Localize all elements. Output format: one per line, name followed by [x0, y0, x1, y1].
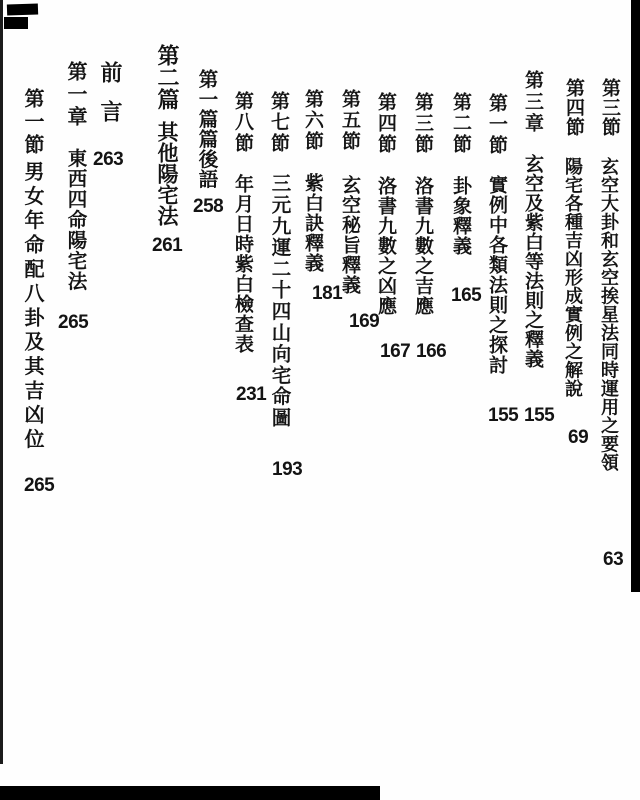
toc-page-number: 258: [193, 196, 224, 217]
toc-title: 東西四命陽宅法: [64, 148, 86, 292]
toc-title: 紫白訣釋義: [302, 173, 323, 273]
toc-page-number: 181: [312, 283, 343, 304]
toc-page-number: 155: [488, 405, 519, 426]
toc-title: 玄空及紫白等法則之釋義: [522, 154, 543, 369]
toc-page-number: 63: [603, 549, 624, 570]
toc-section-heading: 第一節: [486, 93, 507, 156]
toc-page-number: 231: [236, 384, 267, 405]
toc-page-number: 263: [93, 149, 124, 170]
toc-title: 洛書九數之凶應: [375, 176, 396, 316]
toc-section-heading: 第四節: [375, 92, 396, 155]
toc-part-heading: 第二篇: [155, 44, 180, 110]
toc-page-number: 265: [58, 312, 89, 333]
toc-page-number: 166: [416, 341, 447, 362]
toc-page-number: 155: [524, 405, 555, 426]
toc-page-number: 193: [272, 459, 303, 480]
toc-title: 卦象釋義: [450, 176, 471, 256]
scan-mark-bottom-bar: [0, 786, 380, 800]
toc-title: 年月日時紫白檢查表: [232, 174, 253, 354]
scan-mark-right-bar: [631, 0, 640, 592]
toc-title: 玄空大卦和玄空挨星法同時運用之要領: [599, 157, 619, 472]
toc-section-heading: 第五節: [339, 89, 360, 152]
toc-section-heading: 第八節: [232, 91, 253, 154]
toc-title: 陽宅各種吉凶形成實例之解說: [563, 157, 583, 398]
toc-chapter-heading: 第一章: [64, 61, 86, 129]
toc-page-number: 69: [568, 427, 589, 448]
toc-section-heading: 第七節: [268, 91, 289, 154]
toc-section-heading: 第一節: [21, 88, 43, 157]
toc-page-number: 261: [152, 235, 183, 256]
scan-mark-top-left-1: [7, 3, 38, 15]
scan-mark-top-left-2: [4, 17, 28, 29]
toc-title: 實例中各類法則之探討: [486, 175, 507, 375]
toc-title: 其他陽宅法: [155, 121, 179, 226]
toc-title: 男女年命配八卦及其吉凶位: [21, 161, 43, 453]
toc-section-heading: 第四節: [563, 78, 584, 137]
toc-section-heading: 第三節: [412, 92, 433, 155]
toc-page-number: 165: [451, 285, 482, 306]
toc-page-number: 167: [380, 341, 411, 362]
toc-title: 玄空秘旨釋義: [339, 175, 360, 295]
toc-title: 第一篇篇後語: [195, 69, 217, 189]
toc-section-heading: 第三節: [599, 78, 620, 137]
toc-chapter-heading: 第三章: [522, 70, 543, 135]
toc-title: 前言: [98, 61, 123, 139]
toc-title: 洛書九數之吉應: [412, 176, 433, 316]
toc-page-number: 169: [349, 311, 380, 332]
toc-section-heading: 第二節: [450, 92, 471, 155]
scan-mark-left-edge: [0, 0, 3, 764]
toc-title: 三元九運二十四山向宅命圖: [268, 173, 290, 429]
toc-section-heading: 第六節: [302, 89, 323, 152]
toc-page-number: 265: [24, 475, 55, 496]
